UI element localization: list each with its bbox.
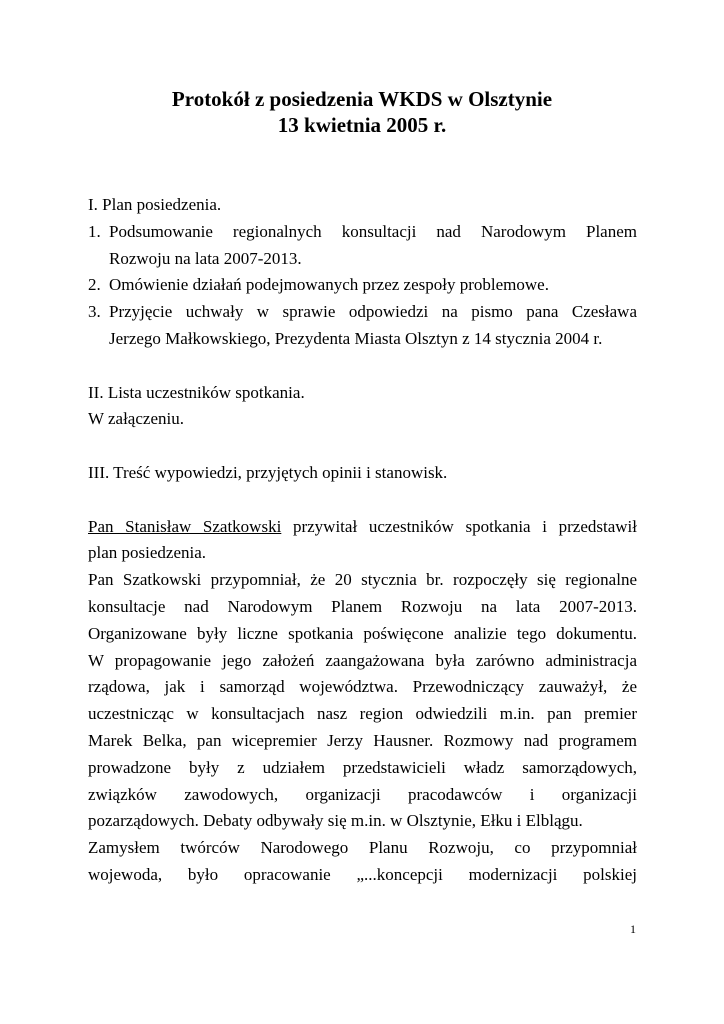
agenda-item-text: Omówienie działań podejmowanych przez zespoły problemowe. (109, 275, 549, 295)
paragraph-1-text: przywitał uczestników spotkania i przedstawił (281, 516, 637, 536)
agenda-item-text: Podsumowanie regionalnych konsultacji nad Narodowym Planem (109, 221, 637, 241)
paragraph-2-line: pozarządowych. Debaty odbywały się m.in. w Olsztynie, Ełku i Elblągu. (88, 811, 583, 831)
paragraph-1-line-2: plan posiedzenia. (88, 543, 207, 563)
paragraph-2-line: Organizowane były liczne spotkania poświęcone analizie tego dokumentu. (88, 623, 637, 643)
paragraph-2-line: uczestnicząc w konsultacjach nasz region odwiedzili m.in. pan premier (88, 704, 637, 724)
agenda-item-text: Przyjęcie uchwały w sprawie odpowiedzi na pismo pana Czesława (109, 302, 637, 322)
paragraph-1-line-1 (88, 514, 637, 541)
paragraph-2-line: konsultacje nad Narodowym Planem Rozwoju na lata 2007-2013. (88, 596, 637, 616)
document-title (0, 86, 724, 138)
agenda-item-number: 2. (88, 275, 101, 295)
agenda-item-1 (88, 219, 637, 273)
paragraph-2-line: W propagowanie jego założeń zaangażowana była zarówno administracja (88, 650, 637, 670)
agenda-item-number: 3. (88, 302, 101, 322)
speaker-name: Pan Stanisław Szatkowski (88, 516, 282, 536)
page-number: 1 (630, 922, 636, 936)
agenda-item-number: 1. (88, 221, 101, 241)
paragraph-3-line: Zamysłem twórców Narodowego Planu Rozwoju, co przypomniał (88, 838, 637, 858)
agenda-item-text: Jerzego Małkowskiego, Prezydenta Miasta Olsztyn z 14 stycznia 2004 r. (109, 328, 603, 348)
agenda-item-2 (88, 272, 637, 299)
paragraph-2-line: Pan Szatkowski przypomniał, że 20 stycznia br. rozpoczęły się regionalne (88, 570, 637, 590)
paragraph-2-line: związków zawodowych, organizacji pracodawców i organizacji (88, 784, 637, 804)
paragraph-2-line: rządowa, jak i samorząd województwa. Przewodniczący zauważył, że (88, 677, 637, 697)
agenda-item-text: Rozwoju na lata 2007-2013. (109, 248, 302, 268)
paragraph-3-line: wojewoda, było opracowanie „...koncepcji modernizacji polskiej (88, 864, 637, 884)
section-3-heading: III. Treść wypowiedzi, przyjętych opinii i stanowisk. (88, 462, 448, 482)
title-line-1: Protokół z posiedzenia WKDS w Olsztynie (171, 87, 553, 111)
section-1-heading: I. Plan posiedzenia. (88, 195, 222, 214)
agenda-item-3 (88, 299, 637, 353)
title-line-2: 13 kwietnia 2005 r. (277, 113, 447, 137)
section-2-heading: II. Lista uczestników spotkania. (88, 382, 305, 402)
document-body (88, 192, 637, 889)
section-2-text: W załączeniu. (88, 409, 184, 429)
paragraph-2-line: prowadzone były z udziałem przedstawicieli władz samorządowych, (88, 757, 637, 777)
paragraph-2-line: Marek Belka, pan wicepremier Jerzy Hausner. Rozmowy nad programem (88, 730, 637, 750)
